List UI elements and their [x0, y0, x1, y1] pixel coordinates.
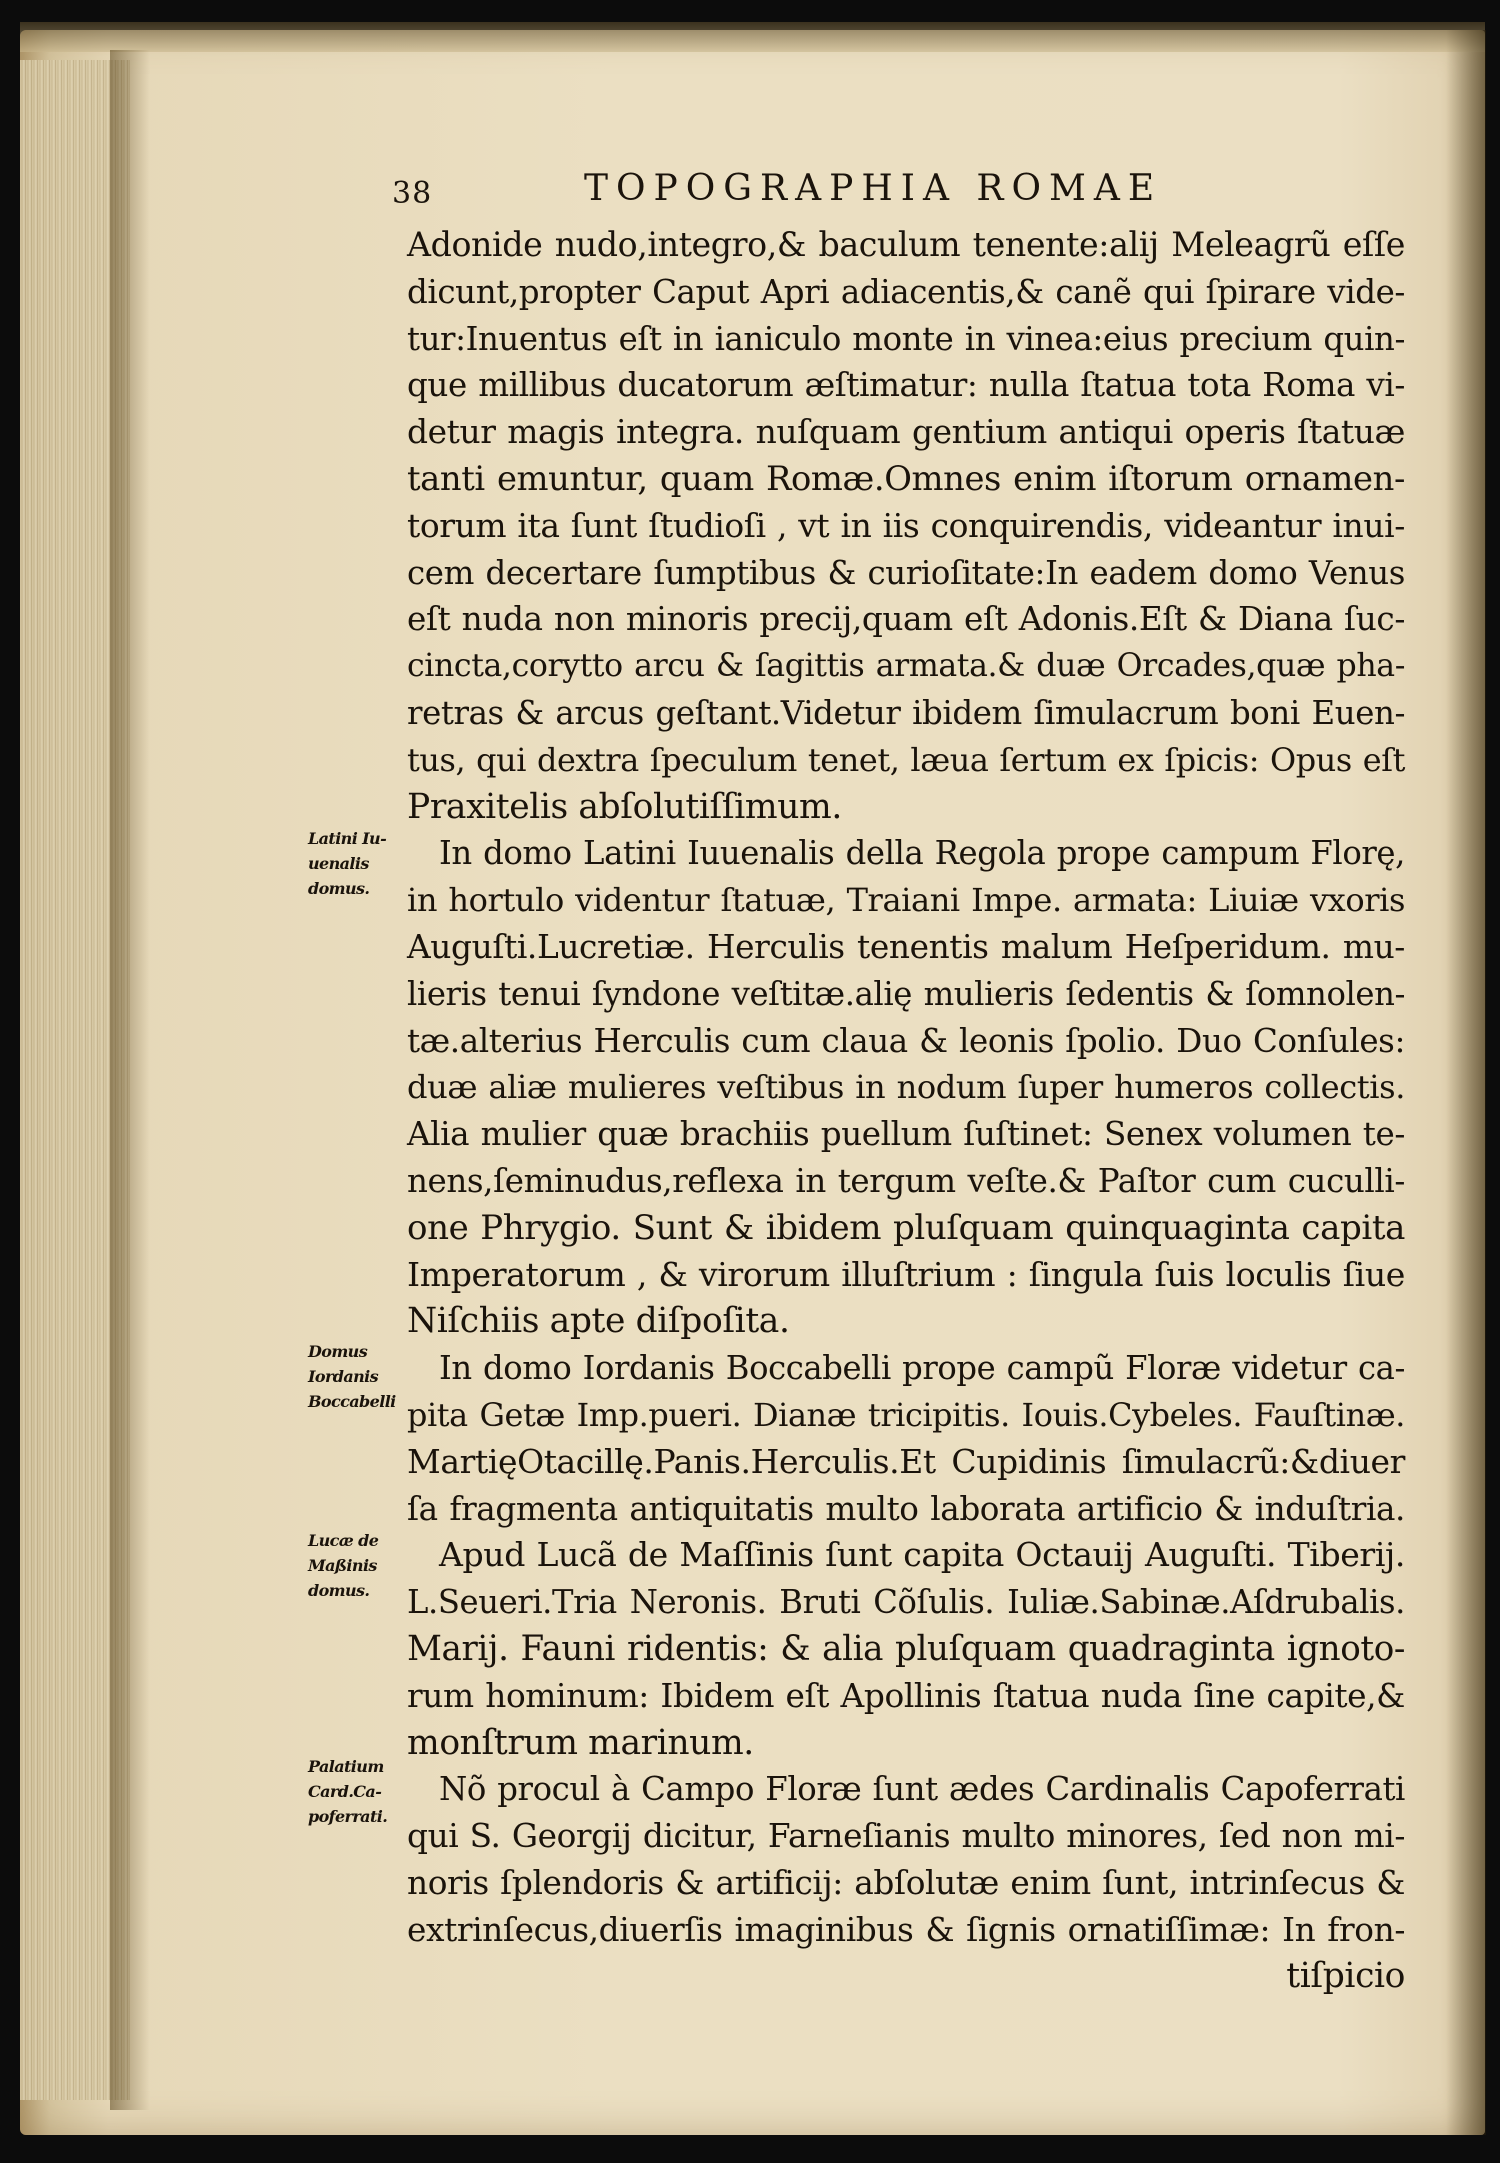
margin-note-capoferrati	[308, 1754, 400, 1829]
text-line: extrinſecus,diuerſis imaginibus & ſignis ornatiſſimæ: In fron-	[407, 1910, 1405, 1949]
text-line: MartięOtacillę.Panis.Herculis.Et Cupidinis ſimulacrũ:&diuer	[407, 1441, 1405, 1481]
page-top-edge	[20, 22, 1485, 52]
margin-note-iordanis	[308, 1339, 400, 1414]
catchword-line: tiſpicio	[1286, 1956, 1405, 1997]
text-line: tur:Inuentus eſt in ianiculo monte in vinea:eius precium quin-	[407, 319, 1405, 358]
margin-note-line: Iordanis	[308, 1367, 379, 1386]
text-line: dicunt,propter Caput Apri adiacentis,& canẽ qui ſpirare vide-	[407, 272, 1405, 311]
margin-note-line: Lucæ de	[308, 1531, 379, 1550]
text-line: eſt nuda non minoris precij,quam eſt Adonis.Eſt & Diana ſuc-	[407, 600, 1405, 639]
text-line: Auguſti.Lucretiæ. Herculis tenentis malum Heſperidum. mu-	[407, 927, 1405, 966]
text-line: Imperatorum , & virorum illuſtrium : ſingula ſuis loculis ſiue	[407, 1254, 1405, 1294]
text-line: tus, qui dextra ſpeculum tenet, læua ſertum ex ſpicis: Opus eſt	[407, 740, 1405, 779]
text-line: L.Seueri.Tria Neronis. Bruti Cõſulis. Iuliæ.Sabinæ.Aſdrubalis.	[407, 1583, 1405, 1622]
margin-note-latini	[308, 826, 400, 901]
margin-note-line: domus.	[308, 879, 370, 898]
text-line: ſa fragmenta antiquitatis multo laborata artificio & induſtria.	[407, 1489, 1405, 1528]
text-line: cem decertare ſumptibus & curioſitate:In eadem domo Venus	[407, 553, 1405, 592]
text-line: one Phrygio. Sunt & ibidem pluſquam quinquaginta capita	[407, 1207, 1405, 1248]
text-line: que millibus ducatorum æſtimatur: nulla ſtatua tota Roma vi-	[407, 366, 1405, 405]
margin-note-line: uenalis	[308, 854, 369, 873]
text-line: detur magis integra. nuſquam gentium antiqui operis ſtatuæ	[407, 412, 1405, 452]
text-line: monſtrum marinum.	[407, 1722, 754, 1763]
body-text	[407, 222, 1405, 2000]
margin-note-line: Maßinis	[308, 1556, 377, 1575]
text-line: Adonide nudo,integro,& baculum tenente:alij Meleagrũ eſſe	[407, 225, 1405, 264]
text-line: tanti emuntur, quam Romæ.Omnes enim iſtorum ornamen-	[407, 458, 1405, 498]
text-line: Praxitelis abſolutiſſimum.	[407, 786, 842, 827]
paragraph-start-line: Apud Lucã de Maſſinis ſunt capita Octauij Auguſti. Tiberij.	[439, 1535, 1405, 1575]
running-title: TOPOGRAPHIA ROMAE	[584, 168, 1163, 209]
paragraph-start-line: In domo Latini Iuuenalis della Regola prope campum Florę,	[439, 834, 1405, 873]
margin-note-line: Domus	[308, 1342, 368, 1361]
text-line: retras & arcus geſtant.Videtur ibidem ſimulacrum boni Euen-	[407, 693, 1405, 732]
paragraph-start-line: Nõ procul à Campo Floræ ſunt ædes Cardinalis Capoferrati	[439, 1770, 1405, 1809]
text-line: Niſchiis apte diſpoſita.	[407, 1301, 790, 1342]
text-line: lieris tenui ſyndone veſtitæ.alię mulieris ſedentis & ſomnolen-	[407, 974, 1405, 1013]
page-header	[392, 166, 1342, 216]
paragraph-start-line: In domo Iordanis Boccabelli prope campũ Floræ videtur ca-	[439, 1349, 1405, 1388]
text-line: nens,ſeminudus,reflexa in tergum veſte.& Paſtor cum cuculli-	[407, 1161, 1405, 1200]
margin-note-line: Boccabelli	[308, 1392, 396, 1411]
text-line: pita Getæ Imp.pueri. Dianæ tricipitis. Iouis.Cybeles. Fauſtinæ.	[407, 1395, 1405, 1434]
text-line: Marij. Fauni ridentis: & alia pluſquam quadraginta ignoto-	[407, 1628, 1405, 1669]
text-line: tæ.alterius Herculis cum claua & leonis ſpolio. Duo Conſules:	[407, 1021, 1405, 1060]
page-number: 38	[392, 176, 433, 211]
margin-note-line: domus.	[308, 1581, 370, 1600]
margin-note-line: Palatium	[308, 1757, 384, 1776]
text-line: qui S. Georgij dicitur, Farneſianis multo minores, ſed non mi-	[407, 1817, 1405, 1856]
text-line: Alia mulier quæ brachiis puellum ſuſtinet: Senex volumen te-	[407, 1115, 1405, 1154]
margin-note-line: Latini Iu-	[308, 829, 387, 848]
margin-note-line: Card.Ca-	[308, 1782, 382, 1801]
right-edge-shadow	[1446, 30, 1486, 2135]
text-line: duæ aliæ mulieres veſtibus in nodum ſuper humeros collectis.	[407, 1068, 1405, 1107]
text-line: noris ſplendoris & artificij: abſolutæ enim ſunt, intrinſecus &	[407, 1863, 1405, 1902]
gutter-shadow	[110, 50, 150, 2110]
text-line: cincta,corytto arcu & ſagittis armata.& duæ Orcades,quæ pha-	[407, 648, 1405, 685]
text-line: torum ita ſunt ſtudioſi , vt in iis conquirendis, videantur inui-	[407, 505, 1405, 545]
text-line: rum hominum: Ibidem eſt Apollinis ſtatua nuda ſine capite,&	[407, 1676, 1405, 1715]
margin-note-line: poferrati.	[308, 1807, 388, 1826]
margin-note-massinis	[308, 1528, 400, 1603]
text-line: in hortulo videntur ſtatuæ, Traiani Impe. armata: Liuiæ vxoris	[407, 881, 1405, 920]
